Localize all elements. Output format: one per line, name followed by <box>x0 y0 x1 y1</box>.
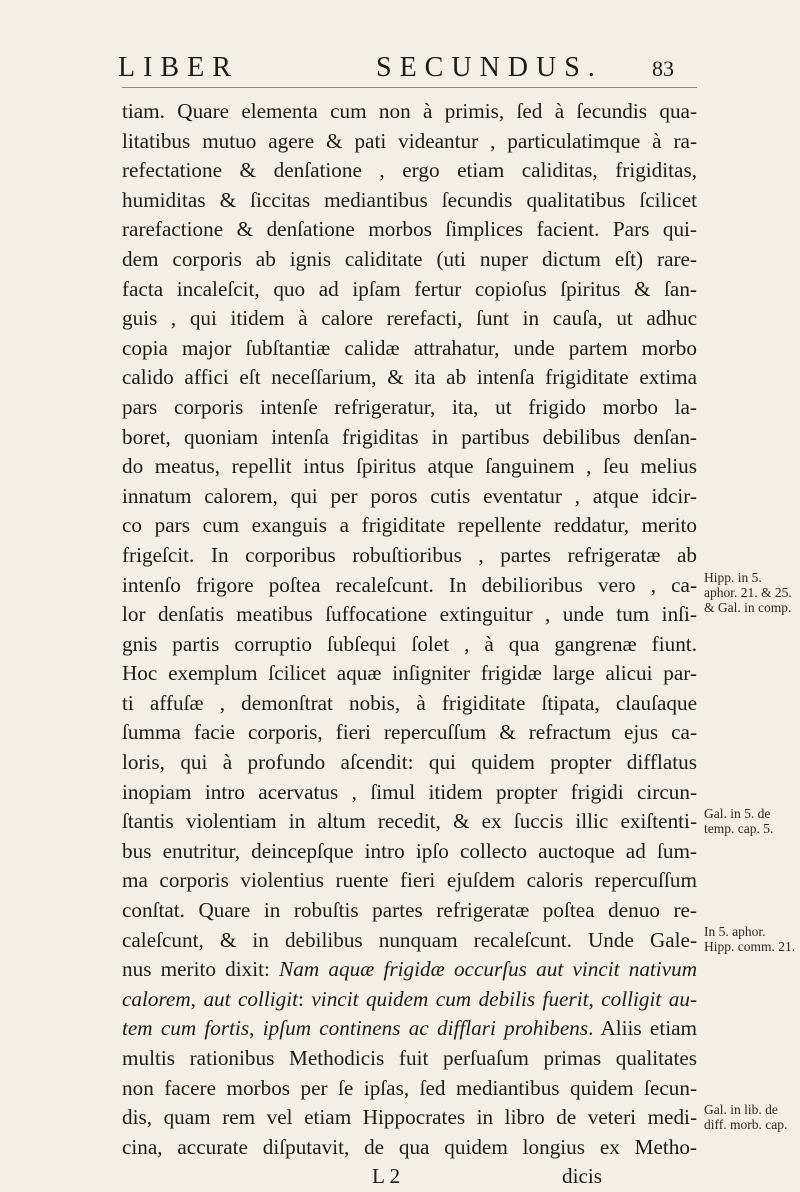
text-line: tiam. Quare elementa cum non à primis, ſed à ſecundis qua- <box>122 99 697 123</box>
text-line: innatum calorem, qui per poros cutis eventatur , atque idcir- <box>122 483 697 508</box>
text-line: dis, quam rem vel etiam Hippocrates in libro de veteri medi- <box>122 1105 697 1130</box>
text-line: dem corporis ab ignis caliditate (uti nuper dictum eſt) rare- <box>122 246 697 271</box>
text-line: multis rationibus Methodicis fuit perſuaſum primas qualitates <box>122 1046 697 1070</box>
text-line: cina, accurate diſputavit, de qua quidem longius ex Metho- <box>122 1134 697 1159</box>
text-line: ma corporis violentius ruente fieri ejuſdem caloris repercuſſum <box>122 868 697 893</box>
text-line: facta incaleſcit, quo ad ipſam fertur copioſus ſpiritus & ſan- <box>122 276 697 301</box>
header-rule <box>122 87 697 88</box>
text-run: . Aliis etiam <box>588 1016 697 1041</box>
text-line: calido affici eſt neceſſarium, & ita ab intenſa frigiditate extima <box>122 365 697 390</box>
text-run: , <box>249 1016 263 1041</box>
signature-mark: L 2 <box>372 1164 401 1189</box>
text-line: bus enutritur, deincepſque intro ipſo collecto auctoque ad ſum- <box>122 838 697 863</box>
catchword-line <box>122 1162 697 1192</box>
margin-note: Gal. in lib. de diff. morb. cap. <box>704 1102 788 1132</box>
text-line: ſumma facie corporis, fieri repercuſſum & refractum ejus ca- <box>122 720 697 745</box>
text-run: : <box>298 986 312 1011</box>
text-line: caleſcunt, & in debilibus nunquam recaleſcunt. Unde Gale- <box>122 927 697 952</box>
text-line: gnis partis corruptio ſubſequi ſolet , à qua gangrenæ fiunt. <box>122 631 697 656</box>
text-line <box>122 985 697 1015</box>
text-run: nus merito dixit: <box>122 957 280 982</box>
text-line: frigeſcit. In corporibus robuſtioribus , partes refrigeratæ ab <box>122 542 697 567</box>
italic-quote: ipſum continens ac difflari prohibens <box>262 1016 589 1041</box>
text-line: rarefactione & denſatione morbos ſimplices facient. Pars qui- <box>122 217 697 242</box>
text-line: do meatus, repellit intus ſpiritus atque ſanguinem , ſeu melius <box>122 454 697 479</box>
text-line: refectatione & denſatione , ergo etiam caliditas, frigiditas, <box>122 158 697 183</box>
italic-quote: vincit quidem cum debilis fuerit <box>311 986 589 1011</box>
margin-note: Hipp. in 5. aphor. 21. & 25. & Gal. in comp. <box>704 570 792 615</box>
text-line: Hoc exemplum ſcilicet aquæ inſigniter frigidæ large alicui par- <box>122 661 697 686</box>
text-line <box>122 955 697 985</box>
running-title-right: SECUNDUS. <box>376 52 603 83</box>
text-line: intenſo frigore poſtea recaleſcunt. In debilioribus vero , ca- <box>122 572 697 597</box>
text-line: humiditas & ſiccitas mediantibus ſecundis qualitatibus ſcilicet <box>122 187 697 212</box>
italic-quote: aut colligit <box>203 986 299 1011</box>
text-line: lor denſatis meatibus ſuffocatione extinguitur , unde tum inſi- <box>122 602 697 627</box>
italic-quote: colligit au- <box>601 986 697 1011</box>
running-title-left: LIBER <box>118 52 239 83</box>
text-line: co pars cum exanguis a frigiditate repellente reddatur, merito <box>122 513 697 538</box>
catchword: dicis <box>562 1164 603 1189</box>
text-line <box>122 1014 697 1044</box>
text-line: non facere morbos per ſe ipſas, ſed mediantibus quidem ſecun- <box>122 1075 697 1100</box>
text-line: pars corporis intenſe refrigeratur, ita, ut frigido morbo la- <box>122 394 697 419</box>
italic-quote: tem cum fortis <box>122 1016 250 1041</box>
main-text-block <box>122 97 697 1192</box>
text-line: ti affuſæ , demonſtrat nobis, à frigiditate ſtipata, clauſaque <box>122 690 697 715</box>
page-number: 83 <box>652 56 674 81</box>
italic-quote: Nam aquæ frigidæ occurſus aut vincit nativum <box>279 957 697 982</box>
text-line: loris, qui à profundo aſcendit: qui quidem propter difflatus <box>122 750 697 775</box>
text-line: copia major ſubſtantiæ calidæ attrahatur, unde partem morbo <box>122 335 697 360</box>
italic-quote: calorem <box>122 986 191 1011</box>
margin-note: Gal. in 5. de temp. cap. 5. <box>704 806 774 836</box>
text-run: , <box>190 986 204 1011</box>
text-line: guis , qui itidem à calore rerefacti, ſunt in cauſa, ut adhuc <box>122 306 697 331</box>
text-line: inopiam intro acervatus , ſimul itidem propter frigidi circun- <box>122 779 697 804</box>
text-line: conſtat. Quare in robuſtis partes refrigeratæ poſtea denuo re- <box>122 898 697 923</box>
text-line: litatibus mutuo agere & pati videantur , particulatimque à ra- <box>122 128 697 153</box>
margin-note: In 5. aphor. Hipp. comm. 21. <box>704 924 796 954</box>
text-line: boret, quoniam intenſa frigiditas in partibus debilibus denſan- <box>122 424 697 449</box>
text-run: , <box>588 986 602 1011</box>
text-line: ſtantis violentiam in altum recedit, & ex ſuccis illic exiſtenti- <box>122 809 697 834</box>
